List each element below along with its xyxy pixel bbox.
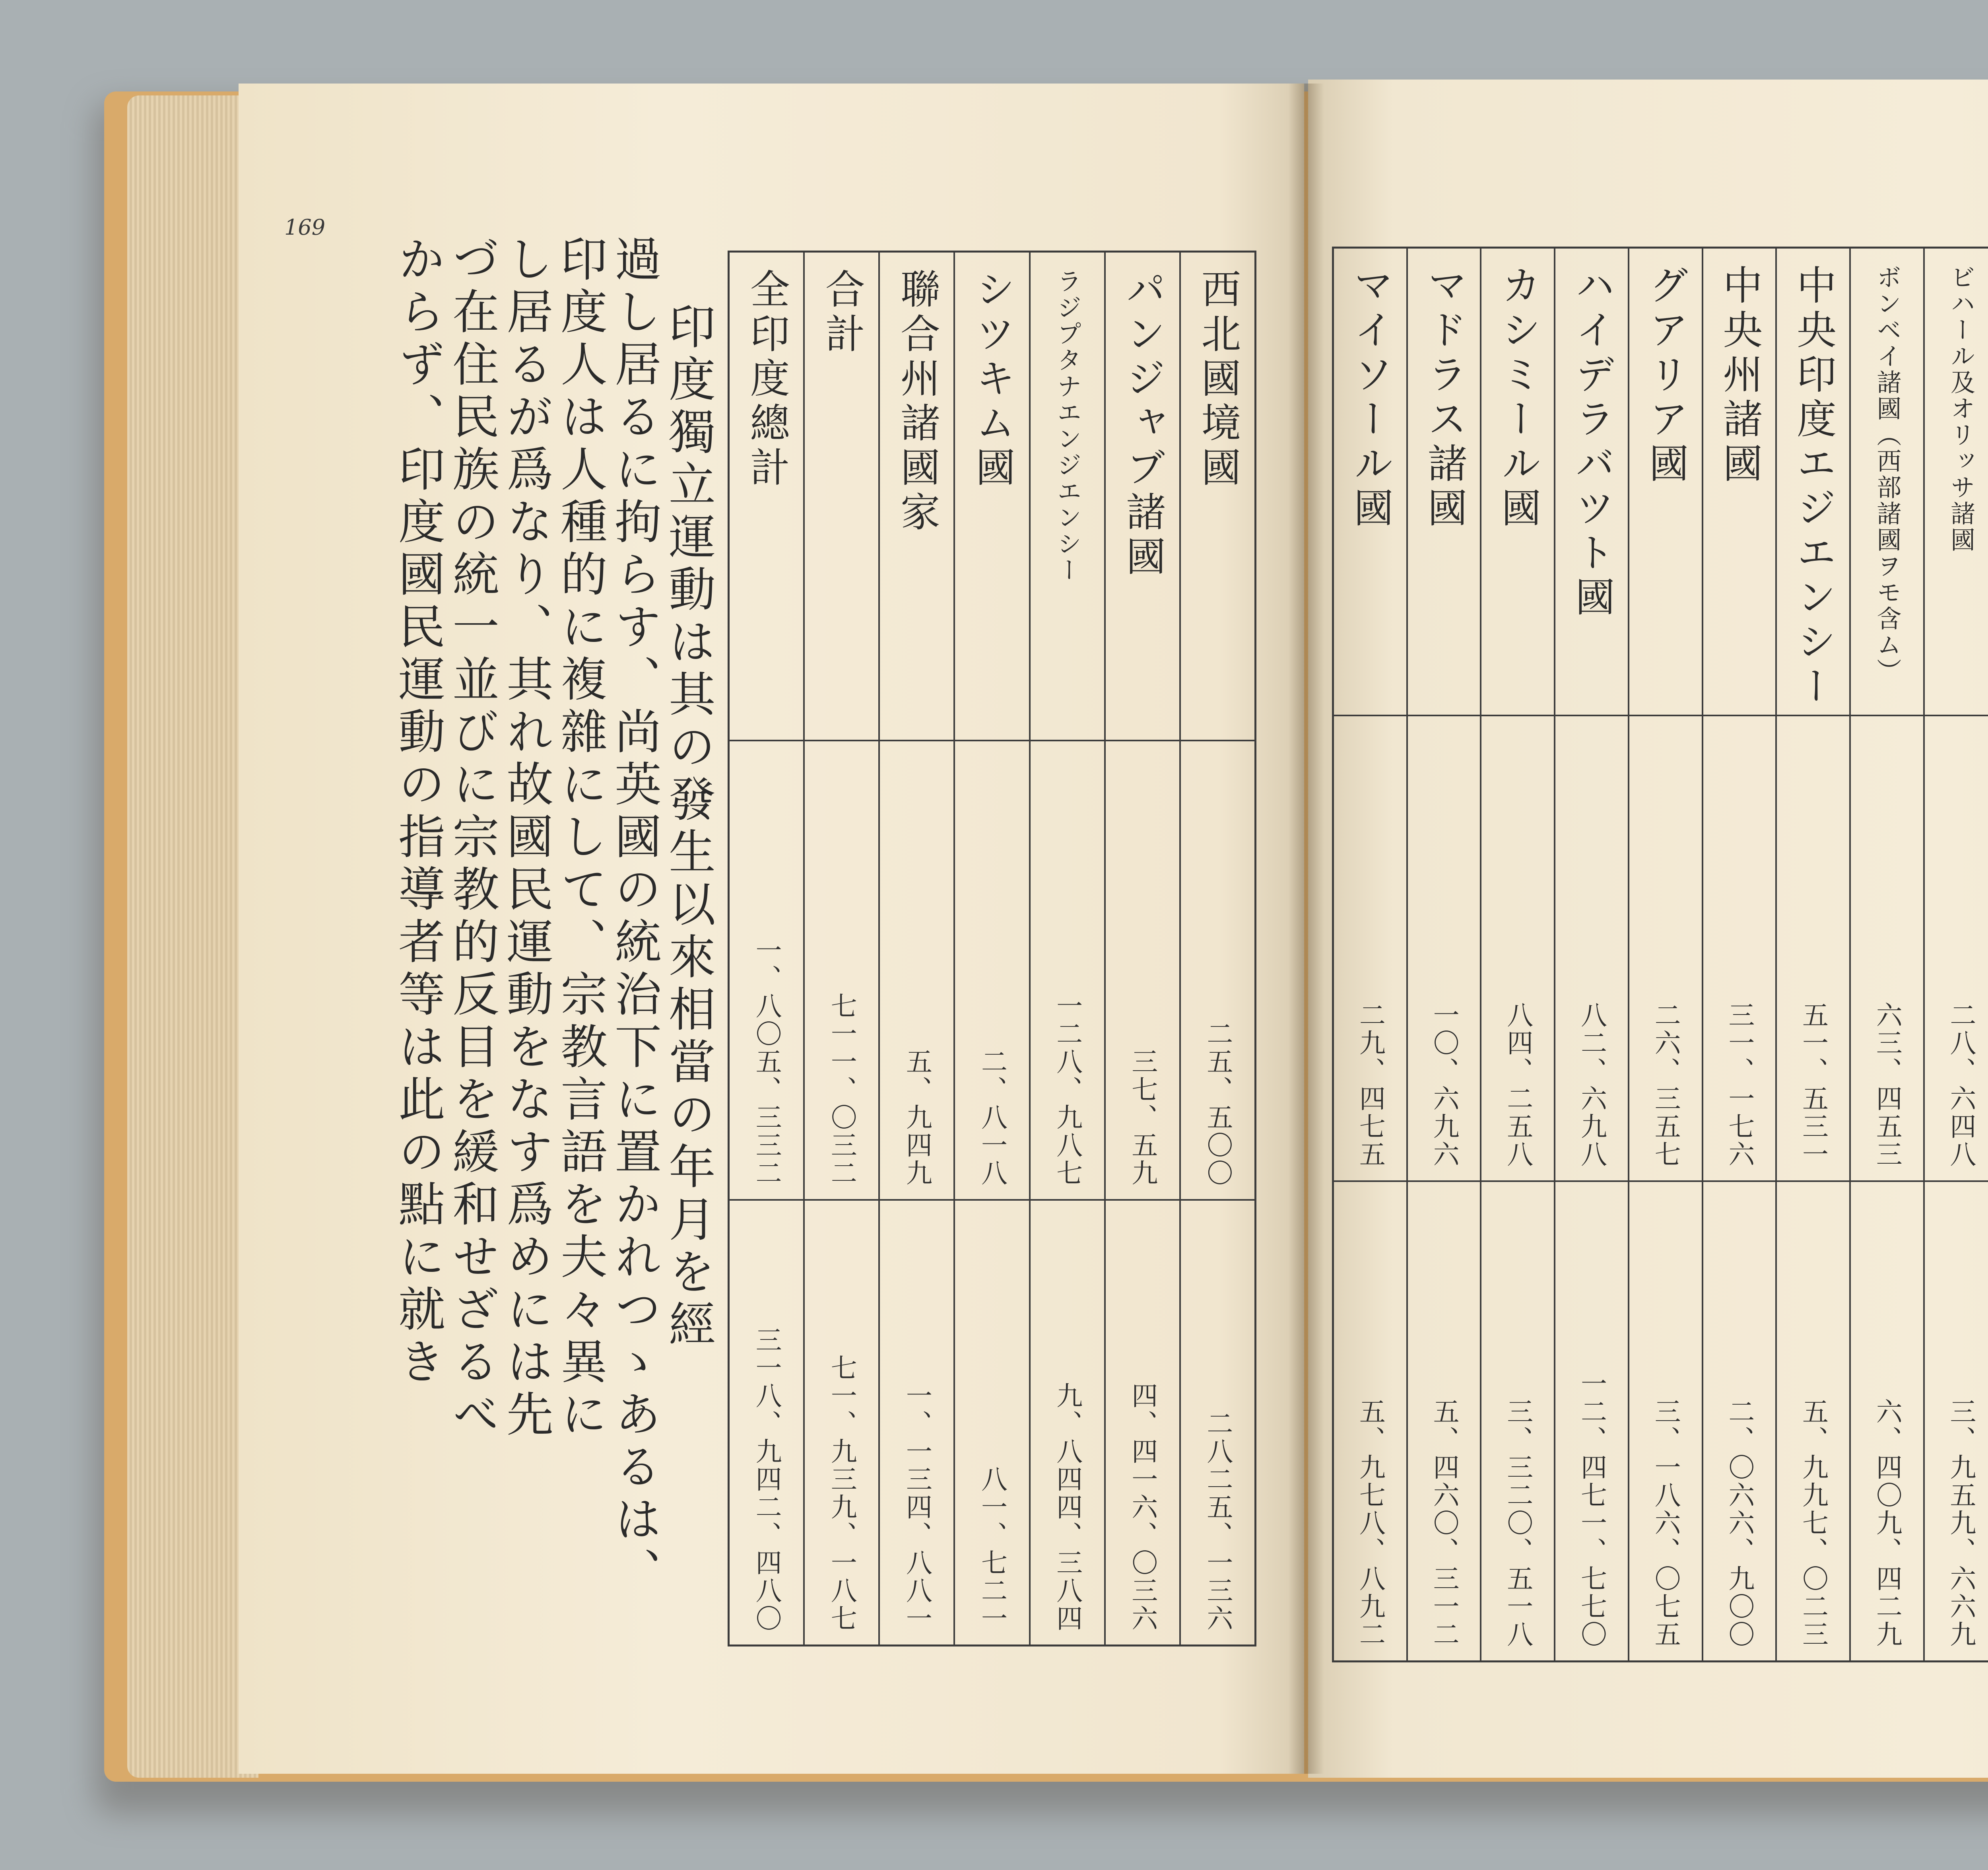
name-cell [1334,249,1406,715]
value-cell [1408,715,1480,1181]
row-name: ハイデラバツト國 [1568,264,1615,621]
value-cell [1777,715,1849,1181]
left-page-number: 169 [284,215,326,240]
table-column [1849,249,1923,1660]
name-cell [805,253,878,740]
name-cell [955,253,1029,740]
row-name: マドラス諸國 [1421,264,1468,532]
row-name: グアリア國 [1642,264,1689,487]
left-table [728,251,1256,1646]
name-cell [1031,253,1104,740]
value-cell [730,1199,803,1645]
table-column [1923,249,1988,1660]
value-cell [880,740,953,1199]
value-cell [1031,740,1104,1199]
value-cell [1334,1180,1406,1660]
row-name: 中央州諸國 [1716,264,1763,487]
value-cell [880,1199,953,1645]
table-column [1179,253,1254,1645]
value-cell [1408,1180,1480,1660]
population-value: 三、九五九、六六九 [1945,1398,1976,1648]
value-cell [1106,740,1179,1199]
population-value: 九、八四四、三八四 [1052,1382,1083,1633]
value-cell [1851,1180,1923,1660]
table-column [803,253,878,1645]
row-name: ラジプタナエンジエンシー [1053,268,1082,583]
area-value: 二六、三五七 [1650,1001,1681,1168]
name-cell [1106,253,1179,740]
table-column [730,253,803,1645]
population-value: 五、四六〇、三一二 [1429,1398,1460,1648]
name-cell [1181,253,1254,740]
value-cell [1181,1199,1254,1645]
row-name: ビハール及オリッサ諸國 [1946,264,1976,553]
area-value: 二五、五〇〇 [1202,1020,1233,1187]
value-cell [730,740,803,1199]
prose-line: づ在住民族の統一並びに宗教的反目を緩和せざるべ [445,235,499,1442]
table-column [1628,249,1702,1660]
population-value: 五、九七八、八九二 [1355,1398,1386,1648]
book-gutter [1288,84,1324,1774]
value-cell [955,740,1029,1199]
value-cell [1777,1180,1849,1660]
prose-line: 印度人は人種的に複雜にして、宗教言語を夫々異に [553,235,608,1442]
name-cell [1555,249,1628,715]
prose-line: し居るが爲なり、其れ故國民運動をなす爲めには先 [499,235,553,1442]
table-column [1104,253,1179,1645]
population-value: 六、四〇九、四二九 [1872,1398,1903,1648]
value-cell [1851,715,1923,1181]
row-name: マイソール國 [1347,264,1394,532]
left-prose [278,235,716,1666]
area-value: 三七、五九 [1127,1048,1158,1187]
table-column [1334,249,1406,1660]
area-value: 八二、六九八 [1576,1001,1607,1168]
value-cell [805,740,878,1199]
row-name: シツキム國 [969,268,1015,491]
value-cell [1555,1180,1628,1660]
name-cell [1629,249,1702,715]
value-cell [1334,715,1406,1181]
row-name: ボンベイ諸國（西部諸國ヲモ含ム） [1872,264,1902,684]
population-value: 二八二五、一三六 [1202,1410,1233,1633]
row-name: 西北國境國 [1194,268,1241,491]
row-name: パンジャブ諸國 [1119,268,1166,580]
name-cell [1777,249,1849,715]
prose-line: 印度獨立運動は其の發生以來相當の年月を經 [661,302,716,1352]
population-value: 一、一三四、八八一 [901,1382,932,1633]
value-cell [1031,1199,1104,1645]
table-column [1029,253,1104,1645]
area-value: 五一、五三一 [1798,1001,1829,1168]
value-cell [955,1199,1029,1645]
row-name: 合計 [818,268,865,358]
population-value: 八一、七二一 [977,1466,1008,1633]
name-cell [1925,249,1988,715]
name-cell [730,253,803,740]
table-column [953,253,1029,1645]
value-cell [1481,1180,1554,1660]
value-cell [1106,1199,1179,1645]
value-cell [1925,1180,1988,1660]
value-cell [1925,715,1988,1181]
area-value: 一二八、九八七 [1052,992,1083,1187]
value-cell [1629,715,1702,1181]
value-cell [1555,715,1628,1181]
name-cell [1703,249,1776,715]
prose-line: からず、印度國民運動の指導者等は此の點に就き [390,235,445,1390]
population-value: 一二、四七一、七七〇 [1576,1370,1607,1648]
area-value: 八四、二五八 [1502,1001,1533,1168]
value-cell [1703,1180,1776,1660]
value-cell [805,1199,878,1645]
table-column [1554,249,1628,1660]
area-value: 二九、四七五 [1355,1001,1386,1168]
row-name: 全印度總計 [743,268,790,491]
table-column [1702,249,1776,1660]
value-cell [1703,715,1776,1181]
population-value: 四、四一六、〇三六 [1127,1382,1158,1633]
name-cell [1851,249,1923,715]
area-value: 二八、六四八 [1945,1001,1976,1168]
value-cell [1181,740,1254,1199]
table-column [878,253,953,1645]
population-value: 五、九九七、〇二三 [1798,1398,1829,1648]
table-column [1775,249,1849,1660]
population-value: 三一八、九四二、四八〇 [751,1326,782,1633]
table-column [1480,249,1554,1660]
population-value: 二、〇六六、九〇〇 [1724,1398,1755,1648]
right-table [1332,247,1988,1662]
area-value: 一、八〇五、三三二 [751,937,782,1187]
name-cell [1481,249,1554,715]
population-value: 三、三二〇、五一八 [1502,1398,1533,1648]
prose-line: 過し居るに拘らす、尚英國の統治下に置かれつゝあるは、 [607,235,662,1600]
name-cell [1408,249,1480,715]
area-value: 二、八一八 [977,1048,1008,1187]
row-name: カシミール國 [1495,264,1541,532]
area-value: 三一、一七六 [1724,1001,1755,1168]
value-cell [1481,715,1554,1181]
row-name: 聯合州諸國家 [893,268,940,536]
area-value: 七一一、〇三二 [826,992,857,1187]
area-value: 一〇、六九六 [1429,1001,1460,1168]
area-value: 五、九四九 [901,1048,932,1187]
population-value: 三、一八六、〇七五 [1650,1398,1681,1648]
row-name: 中央印度エジエンシー [1790,264,1837,710]
population-value: 七一、九三九、一八七 [826,1354,857,1633]
area-value: 六三、四五三 [1872,1001,1903,1168]
value-cell [1629,1180,1702,1660]
table-column [1406,249,1480,1660]
name-cell [880,253,953,740]
